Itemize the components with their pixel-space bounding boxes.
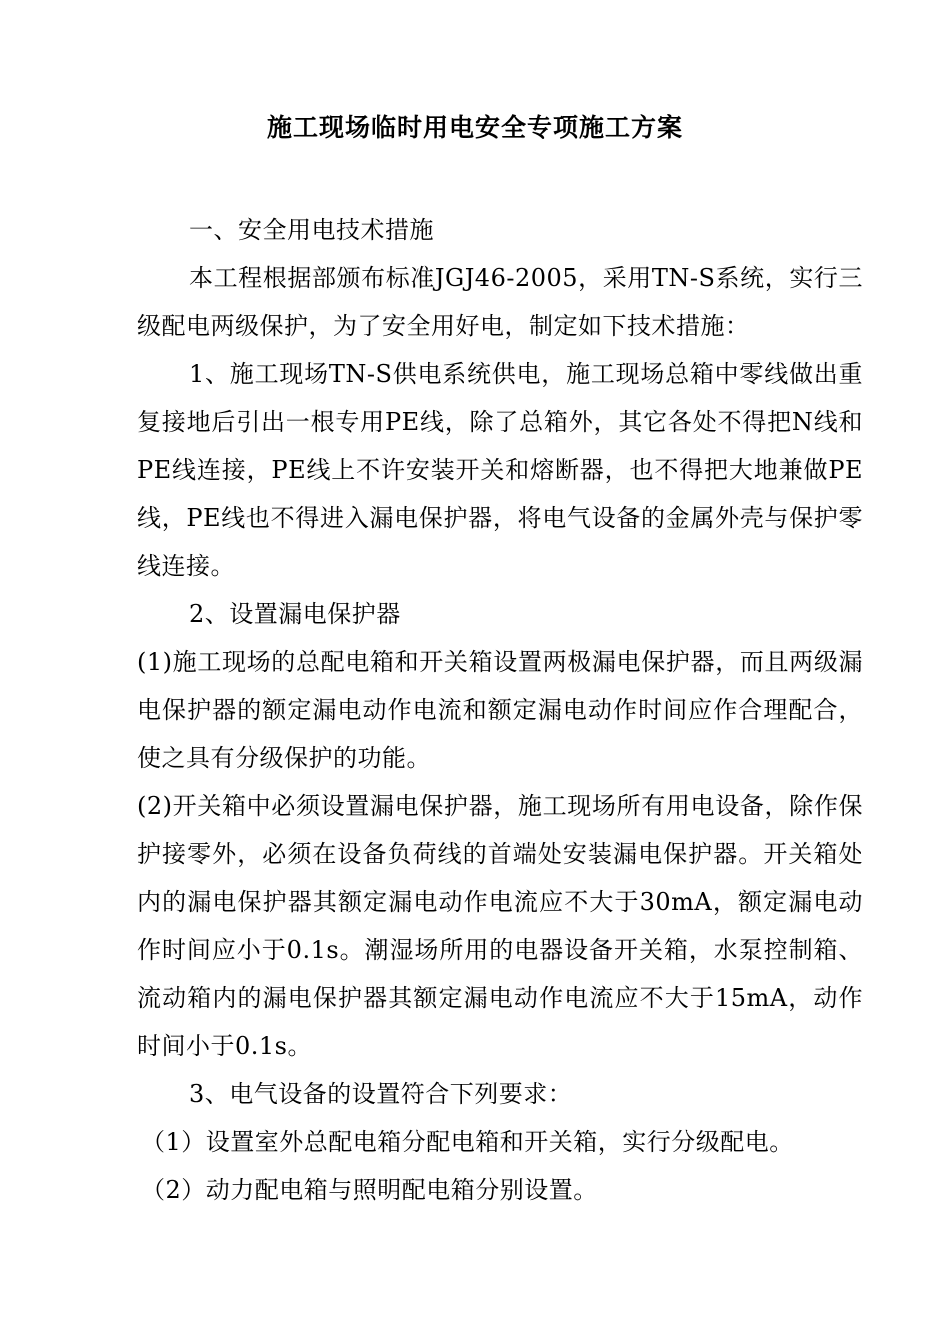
- paragraph-standard-intro: 本工程根据部颁布标准JGJ46-2005，采用TN-S系统，实行三级配电两级保护，为了安全用好电，制定如下技术措施：: [137, 264, 863, 340]
- paragraph-item-1-tns-system: 1、施工现场TN-S供电系统供电，施工现场总箱中零线做出重复接地后引出一根专用PE线，除了总箱外，其它各处不得把N线和PE线连接，PE线上不许安装开关和熔断器，也不得把大地兼做PE线，PE线也不得进入漏电保护器，将电气设备的金属外壳与保护零线连接。: [137, 360, 863, 580]
- section-heading-safety-measures: 一、安全用电技术措施: [189, 216, 434, 244]
- subheading-item-2-leakage-protector: 2、设置漏电保护器: [189, 600, 401, 628]
- document-title: 施工现场临时用电安全专项施工方案: [266, 113, 683, 142]
- document-body: [137, 206, 863, 1214]
- paragraph-item-2-2: (2)开关箱中必须设置漏电保护器，施工现场所有用电设备，除作保护接零外，必须在设备负荷线的首端处安装漏电保护器。开关箱处内的漏电保护器其额定漏电动作电流应不大于30mA，额定漏电动作时间应小于0.1s。潮湿场所用的电器设备开关箱，水泵控制箱、流动箱内的漏电保护器其额定漏电动作电流应不大于15mA，动作时间小于0.1s。: [137, 792, 863, 1060]
- paragraph-item-2-1: (1)施工现场的总配电箱和开关箱设置两极漏电保护器，而且两级漏电保护器的额定漏电动作电流和额定漏电动作时间应作合理配合，使之具有分级保护的功能。: [137, 648, 863, 772]
- paragraph-item-3-2: （2）动力配电箱与照明配电箱分别设置。: [141, 1176, 598, 1204]
- paragraph-item-3-1: （1）设置室外总配电箱分配电箱和开关箱，实行分级配电。: [141, 1128, 794, 1156]
- subheading-item-3-equipment: 3、电气设备的设置符合下列要求：: [189, 1080, 573, 1108]
